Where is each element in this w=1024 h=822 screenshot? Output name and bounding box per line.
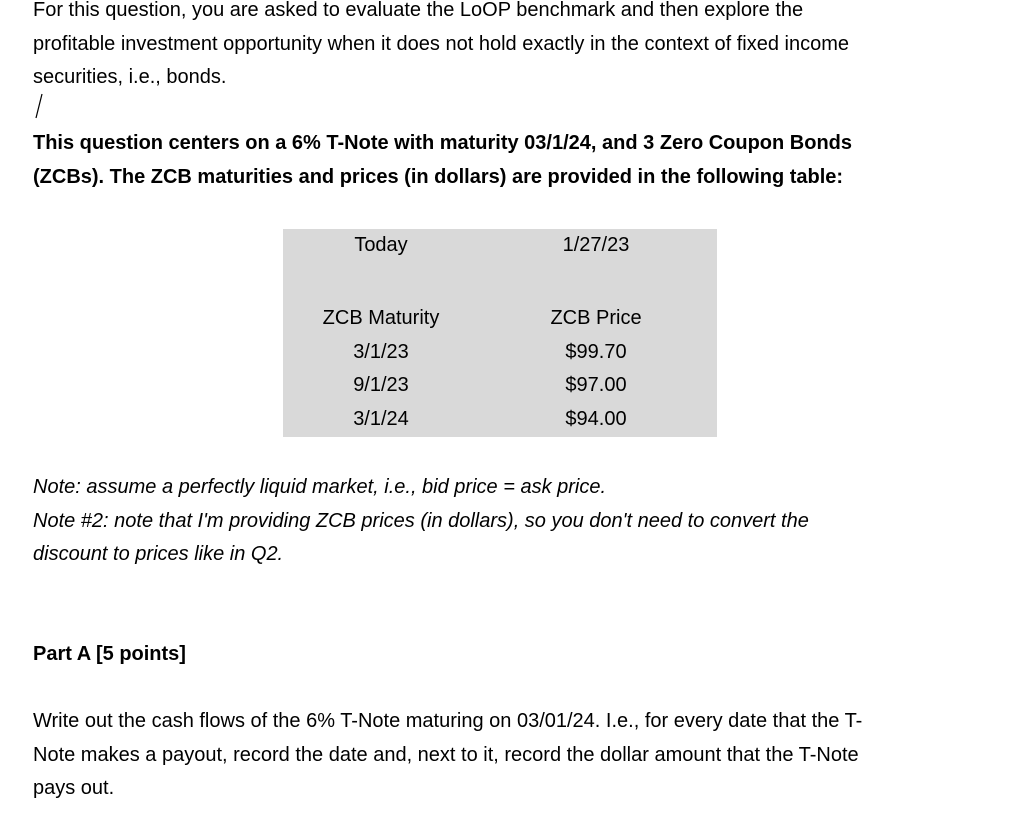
intro-line-2: profitable investment opportunity when it does not hold exactly in the context of fixed income	[33, 32, 850, 55]
today-date: 1/27/23	[562, 234, 630, 256]
table-row-maturity: 3/1/23	[353, 341, 409, 363]
zcb-table	[283, 229, 717, 437]
setup-line-2: (ZCBs). The ZCB maturities and prices (in dollars) are provided in the following table:	[33, 165, 844, 188]
note-2-line-1: Note #2: note that I'm providing ZCB prices (in dollars), so you don't need to convert the	[33, 509, 809, 532]
table-row-price: $94.00	[565, 408, 627, 430]
header-zcb-maturity: ZCB Maturity	[322, 307, 440, 329]
setup-paragraph	[33, 127, 983, 194]
table-row-maturity: 3/1/24	[353, 408, 409, 430]
part-a-body	[33, 705, 983, 806]
part-a-line-3: pays out.	[33, 777, 115, 799]
part-a-title: Part A [5 points]	[33, 643, 186, 665]
intro-paragraph	[33, 0, 983, 95]
intro-line-3: securities, i.e., bonds.	[33, 66, 227, 88]
part-a-line-1: Write out the cash flows of the 6% T-Note maturing on 03/01/24. I.e., for every date that the T-	[33, 710, 863, 732]
notes-paragraph	[33, 471, 983, 572]
note-1: Note: assume a perfectly liquid market, i.e., bid price = ask price.	[33, 476, 607, 498]
today-label: Today	[354, 234, 408, 256]
setup-line-1: This question centers on a 6% T-Note with maturity 03/1/24, and 3 Zero Coupon Bonds	[33, 132, 853, 154]
table-row-maturity: 9/1/23	[353, 374, 409, 396]
part-a-line-2: Note makes a payout, record the date and, next to it, record the dollar amount that the T-Note	[33, 743, 859, 766]
text-cursor-icon	[34, 93, 44, 119]
table-row-price: $99.70	[565, 341, 627, 363]
note-2-line-2: discount to prices like in Q2.	[33, 543, 284, 565]
header-zcb-price: ZCB Price	[550, 307, 642, 329]
intro-line-1: For this question, you are asked to evaluate the LoOP benchmark and then explore the	[33, 0, 804, 21]
table-row-price: $97.00	[565, 374, 627, 396]
